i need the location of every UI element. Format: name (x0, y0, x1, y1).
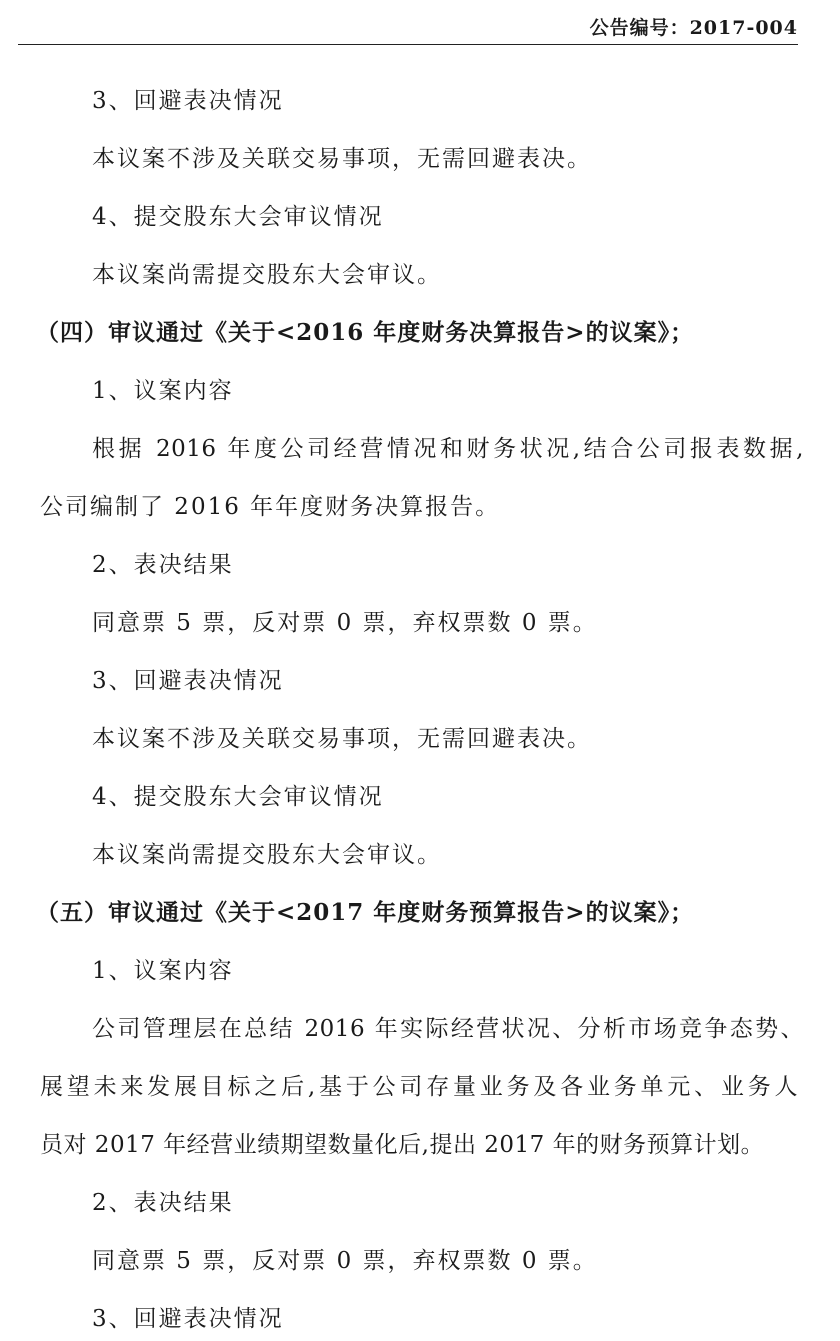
paragraph-line: 展望未来发展目标之后,基于公司存量业务及各业务单元、业务人 (40, 1074, 798, 1100)
paragraph-line: 根据 2016 年度公司经营情况和财务状况,结合公司报表数据, (92, 436, 804, 462)
item-vote-text: 同意票 5 票，反对票 0 票，弃权票数 0 票。 (92, 1248, 598, 1274)
section-heading-5: （五）审议通过《关于<2017 年度财务预算报告>的议案》； (36, 899, 695, 926)
item-submission-heading: 4、提交股东大会审议情况 (92, 784, 384, 810)
item-recusal-text: 本议案不涉及关联交易事项，无需回避表决。 (92, 726, 592, 752)
item-vote-heading: 2、表决结果 (92, 1190, 234, 1216)
section-heading-4: （四）审议通过《关于<2016 年度财务决算报告>的议案》； (36, 319, 695, 346)
item-vote-heading: 2、表决结果 (92, 552, 234, 578)
paragraph-line: 员对 2017 年经营业绩期望数量化后,提出 2017 年的财务预算计划。 (40, 1132, 765, 1158)
paragraph-line: 公司管理层在总结 2016 年实际经营状况、分析市场竞争态势、 (92, 1016, 804, 1042)
item-recusal-heading: 3、回避表决情况 (92, 1306, 284, 1332)
item-vote-text: 同意票 5 票，反对票 0 票，弃权票数 0 票。 (92, 610, 598, 636)
item-submission-heading: 4、提交股东大会审议情况 (92, 204, 384, 230)
page-header (18, 0, 798, 45)
item-recusal-heading: 3、回避表决情况 (92, 88, 284, 114)
item-content-heading: 1、议案内容 (92, 378, 234, 404)
notice-number: 公告编号：2017-004 (589, 17, 798, 39)
item-recusal-heading: 3、回避表决情况 (92, 668, 284, 694)
item-content-heading: 1、议案内容 (92, 958, 234, 984)
item-submission-text: 本议案尚需提交股东大会审议。 (92, 262, 442, 288)
paragraph-line: 公司编制了 2016 年年度财务决算报告。 (40, 494, 501, 520)
item-recusal-text: 本议案不涉及关联交易事项，无需回避表决。 (92, 146, 592, 172)
item-submission-text: 本议案尚需提交股东大会审议。 (92, 842, 442, 868)
